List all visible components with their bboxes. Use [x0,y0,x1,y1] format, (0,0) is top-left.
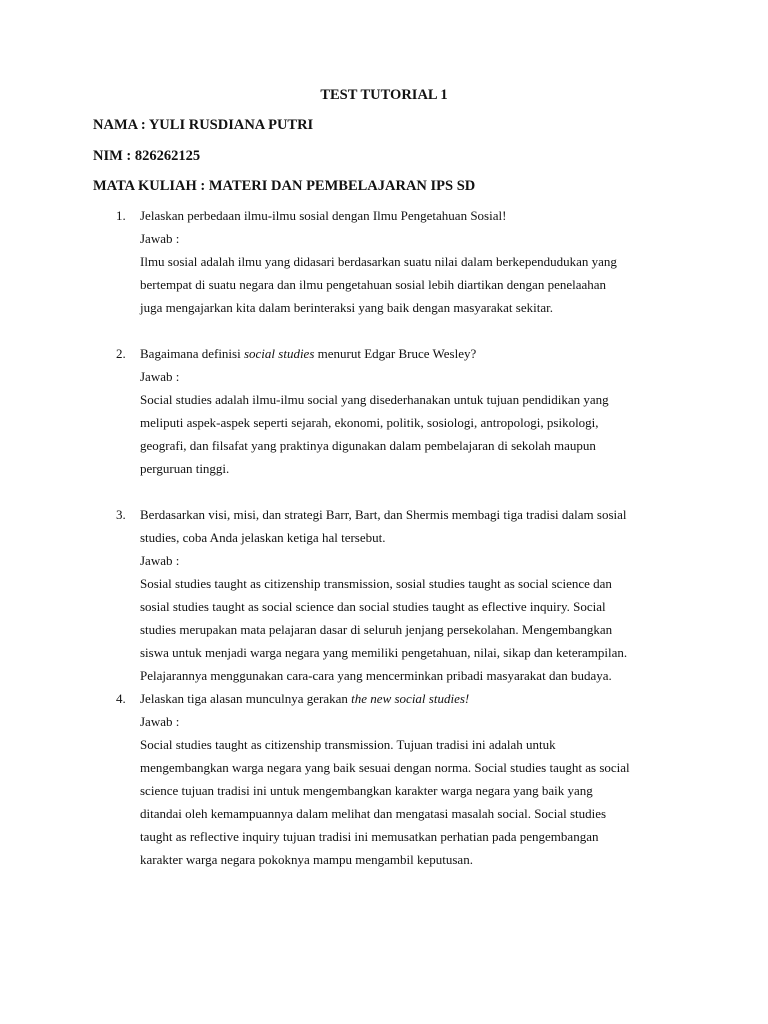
question-number: 2. [116,346,126,361]
jawab-label: Jawab : [140,231,180,246]
jawab-label: Jawab : [140,714,180,729]
prompt-italic-text: the new social studies! [351,691,470,706]
answer-line: Pelajarannya menggunakan cara-cara yang mencerminkan pribadi masyarakat dan budaya. [140,668,612,683]
jawab-label: Jawab : [140,553,180,568]
answer-line: studies merupakan mata pelajaran dasar di seluruh jenjang persekolahan. Mengembangkan [140,622,613,637]
prompt-text: menurut Edgar Bruce Wesley? [314,346,477,361]
jawab-label: Jawab : [140,369,180,384]
answer-line: ditandai oleh kemampuannya dalam melihat dan mengatasi masalah social. Social studies [140,806,607,821]
prompt-text: Jelaskan tiga alasan munculnya gerakan [140,691,352,706]
prompt-text: Bagaimana definisi [140,346,244,361]
question-number: 1. [116,208,126,223]
question-prompt: Berdasarkan visi, misi, dan strategi Barr, Bart, dan Shermis membagi tiga tradisi dalam sosial [140,507,627,522]
prompt-text: Jelaskan perbedaan ilmu-ilmu sosial dengan Ilmu Pengetahuan Sosial! [140,208,507,223]
question-number: 3. [116,507,126,522]
answer-line: meliputi aspek-aspek seperti sejarah, ekonomi, politik, sosiologi, antropologi, psikologi, [140,415,599,430]
answer-line: science tujuan tradisi ini untuk mengembangkan karakter warga negara yang baik yang [140,783,593,798]
answer-line: bertempat di suatu negara dan ilmu pengetahuan sosial lebih diartikan dengan penelaahan [140,277,607,292]
nama-line: NAMA : YULI RUSDIANA PUTRI [93,117,314,133]
answer-line: sosial studies taught as social science dan social studies taught as eflective inquiry. Social [140,599,606,614]
answer-line: Sosial studies taught as citizenship transmission, sosial studies taught as social science dan [140,576,612,591]
prompt-italic-text: social studies [243,346,315,361]
answer-line: Ilmu sosial adalah ilmu yang didasari berdasarkan suatu nilai dalam berkependudukan yang [140,254,617,269]
answer-line: mengembangkan warga negara yang baik sesuai dengan norma. Social studies taught as social [140,760,630,775]
answer-line: siswa untuk menjadi warga negara yang memiliki pengetahuan, nilai, sikap dan keterampilan. [140,645,628,660]
answer-line: geografi, dan filsafat yang praktinya digunakan dalam pembelajaran di sekolah maupun [140,438,596,453]
answer-line: Social studies adalah ilmu-ilmu social yang disederhanakan untuk tujuan pendidikan yang [140,392,609,407]
question-2 [116,342,686,480]
question-number: 4. [116,691,126,706]
answer-line: Social studies taught as citizenship transmission. Tujuan tradisi ini adalah untuk [140,737,556,752]
question-prompt [140,204,686,227]
question-1 [116,204,686,319]
nim-line: NIM : 826262125 [93,148,201,164]
document-title: TEST TUTORIAL 1 [320,87,448,103]
question-prompt: studies, coba Anda jelaskan ketiga hal tersebut. [140,530,386,545]
mata-kuliah-line: MATA KULIAH : MATERI DAN PEMBELAJARAN IPS SD [93,178,476,194]
answer-line: karakter warga negara pokoknya mampu mengambil keputusan. [140,852,473,867]
answer-line: taught as reflective inquiry tujuan tradisi ini memusatkan perhatian pada pengembangan [140,829,599,844]
answer-line: perguruan tinggi. [140,461,230,476]
question-prompt [140,342,686,365]
question-3 [116,503,686,687]
question-prompt [140,687,686,710]
answer-line: juga mengajarkan kita dalam berinteraksi yang baik dengan masyarakat sekitar. [140,300,553,315]
question-4 [116,687,686,871]
